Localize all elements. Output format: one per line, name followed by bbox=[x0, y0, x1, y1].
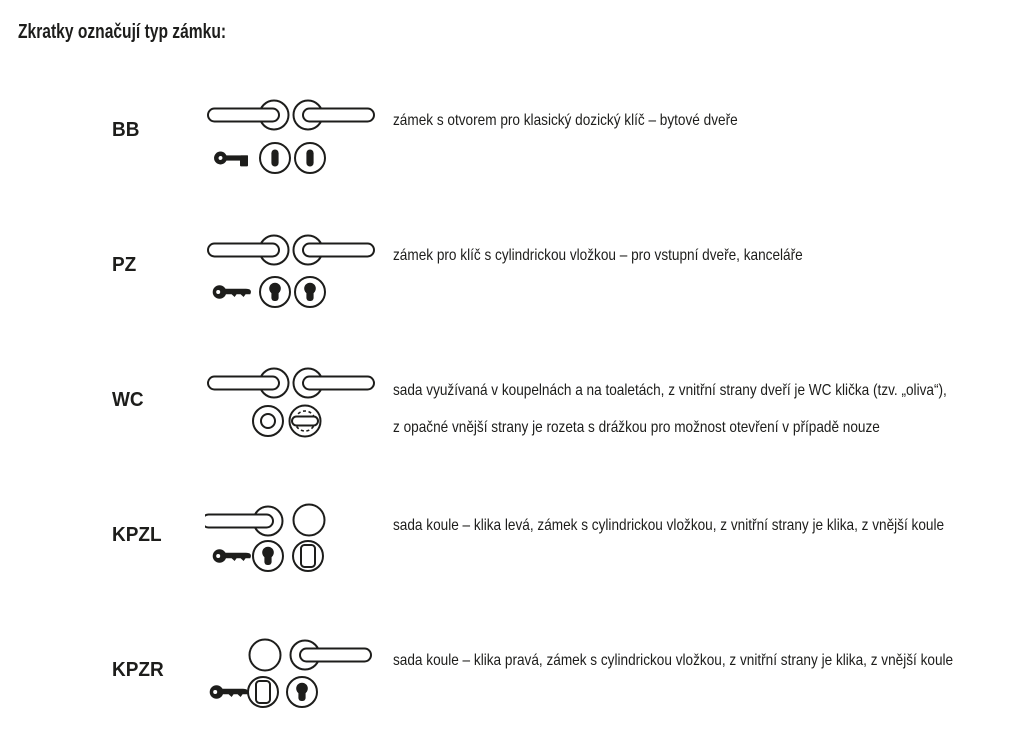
lever-handle-right-icon bbox=[294, 369, 375, 398]
lock-description-pz: zámek pro klíč s cylindrickou vložkou – pro vstupní dveře, kanceláře bbox=[393, 247, 803, 264]
lever-handle-left-icon bbox=[208, 236, 289, 265]
lever-handle-right-icon bbox=[294, 236, 375, 265]
page-title: Zkratky označují typ zámku: bbox=[18, 21, 227, 43]
lock-code-pz: PZ bbox=[112, 254, 137, 276]
lock-hardware-illustration-kpzr bbox=[205, 637, 375, 723]
lock-hardware-illustration-wc bbox=[205, 367, 375, 453]
bit-keyhole-rosette-icon bbox=[295, 143, 325, 173]
cylinder-key-icon bbox=[213, 285, 251, 299]
classic-bit-key-icon bbox=[216, 154, 248, 167]
lever-handle-left-icon bbox=[205, 507, 283, 536]
ball-knob-icon bbox=[250, 640, 281, 671]
lock-code-bb: BB bbox=[112, 119, 140, 141]
cylinder-key-icon bbox=[210, 685, 248, 699]
lock-description-kpzl: sada koule – klika levá, zámek s cylindrickou vložkou, z vnitřní strany je klika, z vnější koule bbox=[393, 517, 945, 534]
lock-type-row-pz bbox=[0, 232, 1011, 324]
emergency-slot-rosette-icon bbox=[253, 406, 283, 436]
lock-type-row-wc bbox=[0, 367, 1011, 459]
ball-knob-icon bbox=[294, 505, 325, 536]
lock-description-bb: zámek s otvorem pro klasický dozický klíč – bytové dveře bbox=[393, 112, 738, 129]
lock-type-row-kpzl bbox=[0, 502, 1011, 594]
bit-keyhole-rosette-icon bbox=[260, 143, 290, 173]
lock-hardware-illustration-kpzl bbox=[205, 502, 375, 588]
lock-type-row-kpzr bbox=[0, 637, 1011, 729]
lock-description-wc: sada využívaná v koupelnách a na toaletách, z vnitřní strany dveří je WC klička (tzv. „oliva“), z opačné vnější strany je rozeta s drážkou pro možnost otevření v případě nouze bbox=[393, 382, 947, 436]
lock-hardware-illustration-bb bbox=[205, 97, 375, 183]
lock-type-row-bb bbox=[0, 97, 1011, 189]
lock-hardware-illustration-pz bbox=[205, 232, 375, 318]
lever-handle-right-icon bbox=[291, 641, 372, 670]
blind-rosette-icon bbox=[248, 677, 278, 707]
wc-turn-oliva-rosette-icon bbox=[290, 406, 321, 437]
euro-cylinder-rosette-icon bbox=[287, 677, 317, 707]
euro-cylinder-rosette-icon bbox=[253, 541, 283, 571]
lever-handle-left-icon bbox=[208, 369, 289, 398]
lock-code-kpzr: KPZR bbox=[112, 659, 164, 681]
lock-code-kpzl: KPZL bbox=[112, 524, 162, 546]
lever-handle-right-icon bbox=[294, 101, 375, 130]
lock-code-wc: WC bbox=[112, 389, 144, 411]
lock-description-kpzr: sada koule – klika pravá, zámek s cylindrickou vložkou, z vnitřní strany je klika, z vnější koule bbox=[393, 652, 954, 669]
euro-cylinder-rosette-icon bbox=[295, 277, 325, 307]
euro-cylinder-rosette-icon bbox=[260, 277, 290, 307]
cylinder-key-icon bbox=[213, 549, 251, 563]
lever-handle-left-icon bbox=[208, 101, 289, 130]
blind-rosette-icon bbox=[293, 541, 323, 571]
